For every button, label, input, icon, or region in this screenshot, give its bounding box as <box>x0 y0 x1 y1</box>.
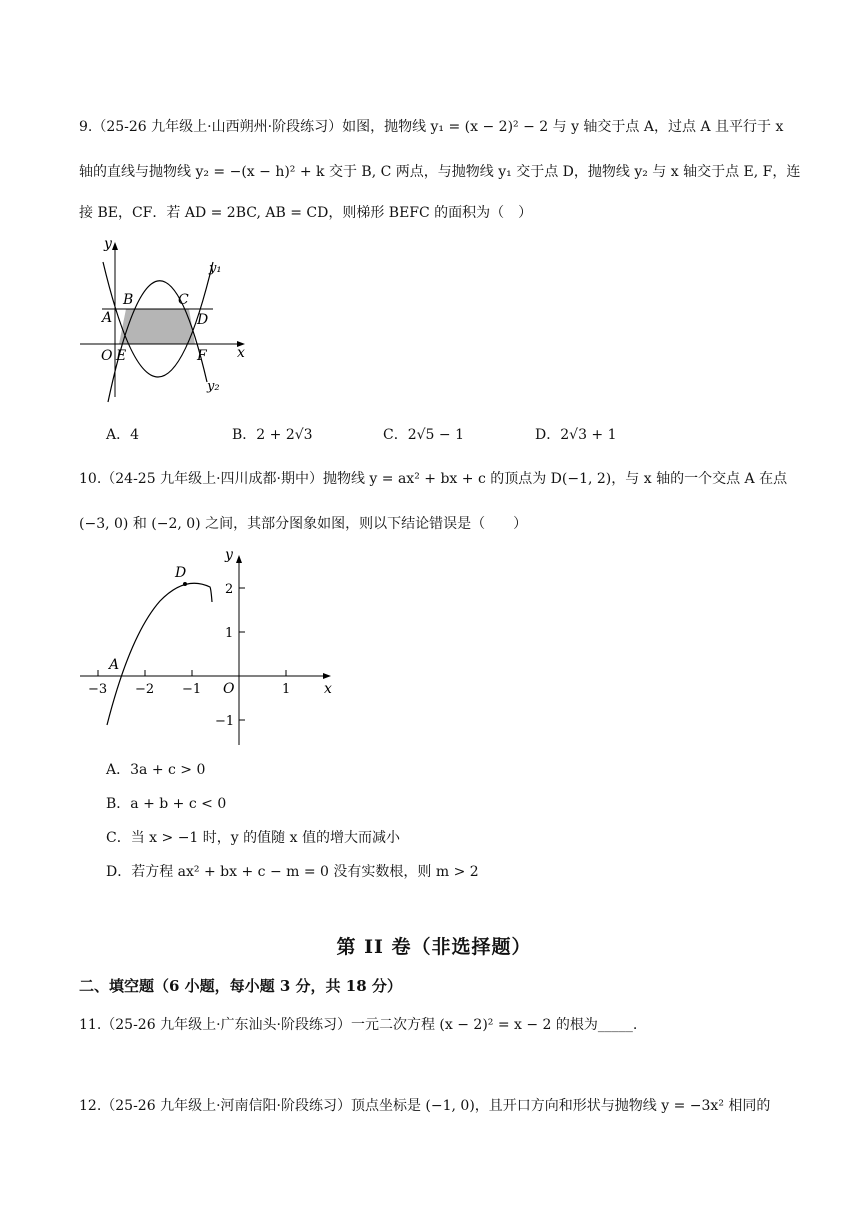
q10-label-D: D <box>175 565 187 581</box>
q11-text-line1: 11.（25-26 九年级上·广东汕头·阶段练习）一元二次方程 (x − 2)² = x − 2 的根为_____. <box>79 1017 638 1033</box>
q10-ytick-label-1: 1 <box>225 626 234 641</box>
q9-figure <box>75 232 260 407</box>
q10-xtick-label-neg2: −2 <box>135 682 155 697</box>
q9-label-D: D <box>197 312 209 328</box>
q12-text-line1: 12.（25-26 九年级上·河南信阳·阶段练习）顶点坐标是 (−1, 0)，且开口方向和形状与抛物线 y = −3x² 相同的 <box>79 1098 771 1114</box>
q9-option-c-letter: C． <box>383 427 408 443</box>
q9-text-line3: 接 BE，CF．若 AD = 2BC, AB = CD，则梯形 BEFC 的面积为（ ） <box>79 205 533 221</box>
q10-text-line1: 10.（24-25 九年级上·四川成都·期中）抛物线 y = ax² + bx + c 的顶点为 D(−1, 2)，与 x 轴的一个交点 A 在点 <box>79 471 788 487</box>
q10-option-d[interactable] <box>106 862 479 882</box>
q10-ytick-label-2: 2 <box>225 582 234 597</box>
q10-label-y: y <box>225 547 233 563</box>
q9-option-c[interactable] <box>383 425 464 445</box>
q10-option-c-letter: C． <box>106 830 131 846</box>
q10-option-c-text: 当 x > −1 时，y 的值随 x 值的增大而减小 <box>130 830 400 846</box>
q9-option-a-letter: A． <box>106 427 131 443</box>
q9-option-b[interactable] <box>232 425 313 445</box>
q10-xtick-label-neg1: −1 <box>182 682 202 697</box>
q9-trapezoid-bcfe <box>119 309 195 344</box>
q10-option-b[interactable] <box>106 794 226 814</box>
q9-label-F: F <box>197 348 207 364</box>
q10-option-b-letter: B． <box>106 796 131 812</box>
q9-label-y1: y₁ <box>209 261 222 276</box>
q10-option-d-text: 若方程 ax² + bx + c − m = 0 没有实数根，则 m > 2 <box>131 864 479 880</box>
q10-label-x: x <box>324 681 332 697</box>
q10-option-b-text: a + b + c < 0 <box>130 796 227 812</box>
q9-option-b-text: 2 + 2√3 <box>256 427 313 443</box>
q10-ytick-label-neg1: −1 <box>215 714 235 729</box>
q9-label-O: O <box>101 348 113 364</box>
q10-label-O: O <box>223 681 235 697</box>
q9-label-x: x <box>237 345 245 361</box>
q10-option-a-text: 3a + c > 0 <box>130 762 206 778</box>
q9-label-E: E <box>116 348 127 364</box>
q9-label-B: B <box>123 292 134 308</box>
q9-label-A: A <box>102 310 113 326</box>
q9-option-d-text: 2√3 + 1 <box>560 427 617 443</box>
q10-y-arrow <box>236 555 242 563</box>
q10-figure <box>75 545 345 755</box>
q10-x-arrow <box>323 673 331 679</box>
q9-label-C: C <box>178 292 189 308</box>
q10-xtick-label-neg3: −3 <box>88 682 108 697</box>
q10-text-line2: (−3, 0) 和 (−2, 0) 之间，其部分图象如图，则以下结论错误是（ ） <box>79 516 528 532</box>
q9-option-a[interactable] <box>106 425 139 445</box>
q9-text-line2: 轴的直线与抛物线 y₂ = −(x − h)² + k 交于 B, C 两点，与抛物线 y₁ 交于点 D，抛物线 y₂ 与 x 轴交于点 E, F，连 <box>79 164 801 180</box>
section-title: 第 II 卷（非选择题） <box>336 936 532 958</box>
q9-y-arrow <box>112 242 118 250</box>
q10-option-a[interactable] <box>106 760 205 780</box>
q10-parabola <box>107 583 212 725</box>
q10-option-d-letter: D． <box>106 864 132 880</box>
section-subtitle: 二、填空题（6 小题，每小题 3 分，共 18 分） <box>79 977 402 995</box>
q9-label-y2: y₂ <box>207 379 220 394</box>
q9-option-d-letter: D． <box>535 427 561 443</box>
q10-xtick-label-1: 1 <box>282 682 291 697</box>
q9-option-a-text: 4 <box>130 427 140 443</box>
q10-option-c[interactable] <box>106 828 400 848</box>
q9-option-d[interactable] <box>535 425 617 445</box>
q9-option-c-text: 2√5 − 1 <box>407 427 464 443</box>
q9-label-y: y <box>104 236 112 252</box>
q9-text-line1: 9.（25-26 九年级上·山西朔州·阶段练习）如图，抛物线 y₁ = (x − 2)² − 2 与 y 轴交于点 A，过点 A 且平行于 x <box>79 119 784 135</box>
q9-option-b-letter: B． <box>232 427 257 443</box>
q10-option-a-letter: A． <box>106 762 131 778</box>
q10-label-A: A <box>109 657 120 673</box>
q10-vertex-point <box>183 582 187 586</box>
